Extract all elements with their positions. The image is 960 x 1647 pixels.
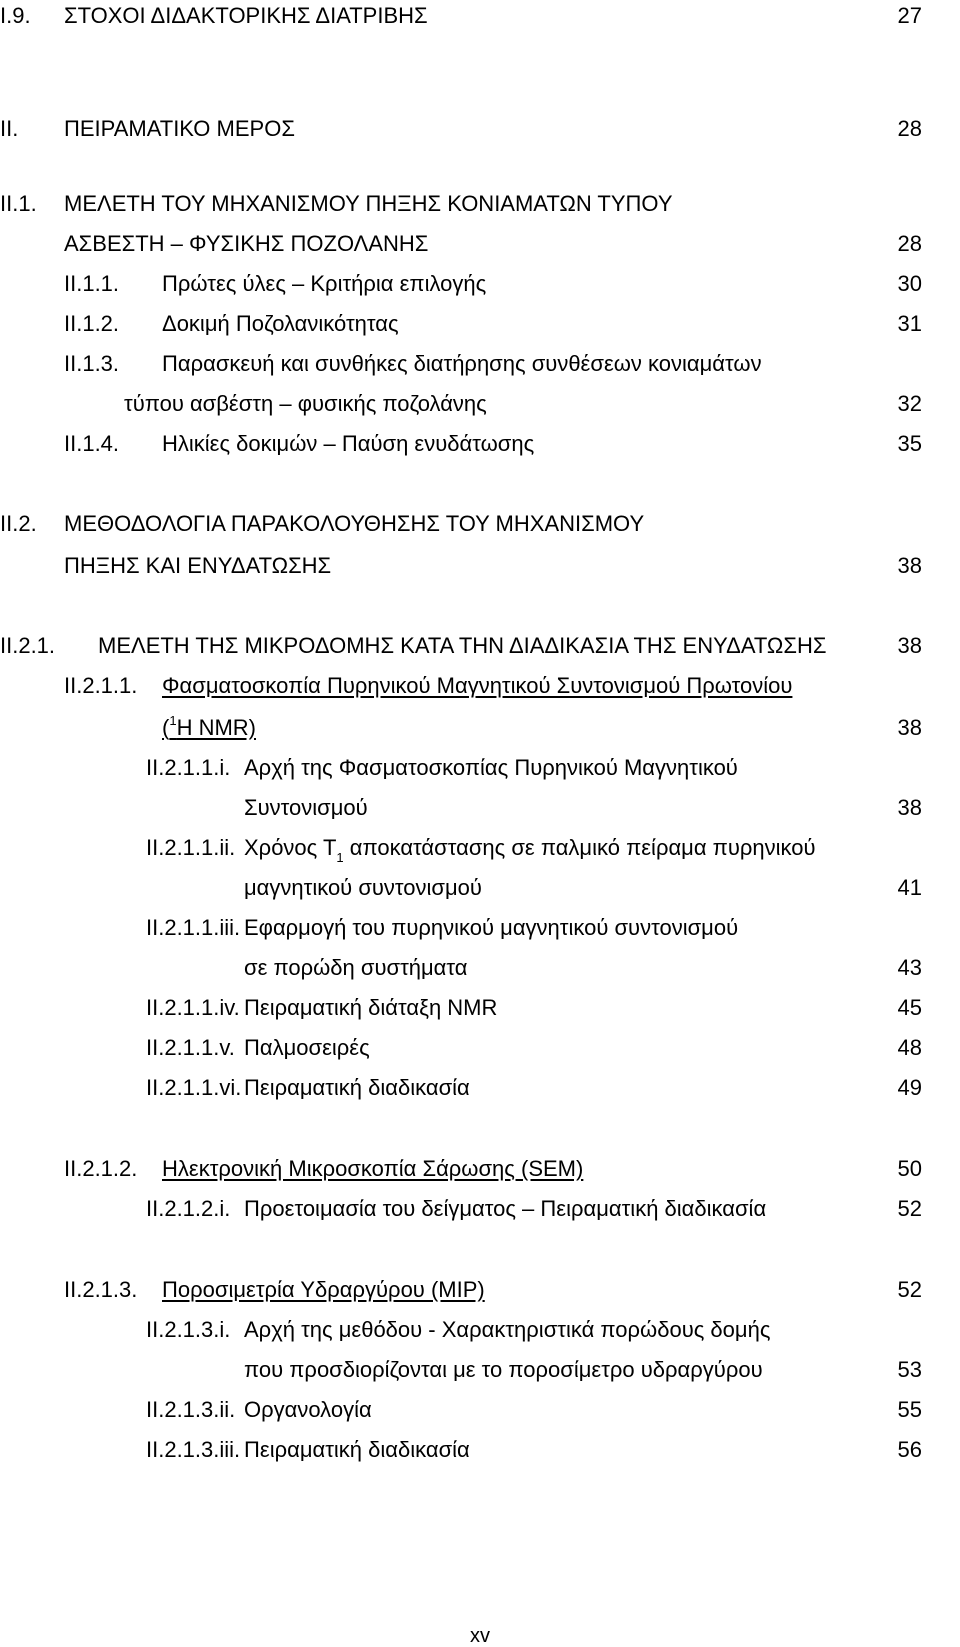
toc-title: Πρώτες ύλες – Κριτήρια επιλογής xyxy=(162,271,487,296)
toc-page: 28 xyxy=(897,231,922,256)
toc-page: 49 xyxy=(897,1075,922,1100)
toc-title: Φασματοσκοπία Πυρηνικού Μαγνητικού Συντονισμού Πρωτονίου xyxy=(162,673,793,698)
toc-page: 56 xyxy=(897,1437,922,1462)
toc-number: ΙΙ.2.1.3. xyxy=(64,1277,138,1302)
toc-page: 38 xyxy=(897,795,922,820)
toc-entry xyxy=(0,1394,960,1426)
toc-title: Αρχή της Φασματοσκοπίας Πυρηνικού Μαγνητικού xyxy=(244,755,738,780)
toc-number: ΙΙ.1. xyxy=(0,191,37,216)
toc-page: 38 xyxy=(897,553,922,578)
toc-title: Πειραματική διαδικασία xyxy=(244,1075,470,1100)
toc-page: 28 xyxy=(897,116,922,141)
toc-title: Ηλεκτρονική Μικροσκοπία Σάρωσης (SEM) xyxy=(162,1156,584,1181)
toc-entry-continuation xyxy=(0,550,960,582)
toc-title: Παρασκευή και συνθήκες διατήρησης συνθέσεων κονιαμάτων xyxy=(162,351,762,376)
toc-title: Ποροσιμετρία Υδραργύρου (MIP) xyxy=(162,1277,485,1302)
toc-page: 30 xyxy=(897,271,922,296)
toc-title: που προσδιορίζονται με το ποροσίμετρο υδραργύρου xyxy=(244,1357,763,1382)
toc-title-superscript: 1 xyxy=(169,712,177,728)
toc-title: Προετοιμασία του δείγματος – Πειραματική διαδικασία xyxy=(244,1196,767,1221)
toc-number: ΙΙ.2.1.1. xyxy=(64,673,138,698)
toc-title: σε πορώδη συστήματα xyxy=(244,955,468,980)
toc-entry-continuation xyxy=(0,228,960,260)
toc-title-subscript: 1 xyxy=(336,850,344,866)
toc-entry xyxy=(0,113,960,145)
toc-title: τύπου ασβέστη – φυσικής ποζολάνης xyxy=(124,391,487,416)
toc-entry xyxy=(0,1032,960,1064)
toc-entry xyxy=(0,752,960,784)
toc-title: Παλμοσειρές xyxy=(244,1035,370,1060)
toc-number: ΙΙ.1.3. xyxy=(64,351,120,376)
toc-entry-continuation xyxy=(0,792,960,824)
toc-entry-continuation xyxy=(0,1354,960,1386)
toc-title-rest: Η NMR) xyxy=(176,715,256,740)
toc-number: ΙΙ.1.4. xyxy=(64,431,120,456)
toc-title-rest: αποκατάστασης σε παλμικό πείραμα πυρηνικού xyxy=(343,835,816,860)
toc-title: ΜΕΛΕΤΗ ΤΗΣ ΜΙΚΡΟΔΟΜΗΣ ΚΑΤΑ ΤΗΝ ΔΙΑΔΙΚΑΣΙΑ ΤΗΣ ΕΝΥΔΑΤΩΣΗΣ xyxy=(98,633,827,658)
toc-entry xyxy=(0,1314,960,1346)
toc-entry xyxy=(0,188,960,220)
toc-number: ΙΙ.2.1.1.iv. xyxy=(146,995,240,1020)
toc-title: Αρχή της μεθόδου - Χαρακτηριστικά πορώδους δομής xyxy=(244,1317,771,1342)
toc-entry xyxy=(0,508,960,540)
toc-entry-continuation xyxy=(0,872,960,904)
toc-number: ΙΙ.2.1.1.v. xyxy=(146,1035,235,1060)
toc-title: ΜΕΘΟΔΟΛΟΓΙΑ ΠΑΡΑΚΟΛΟΥΘΗΣΗΣ ΤΟΥ ΜΗΧΑΝΙΣΜΟΥ xyxy=(64,511,645,536)
toc-entry xyxy=(0,912,960,944)
page-number-footer: xv xyxy=(470,1625,490,1647)
toc-number: ΙΙ.2.1.1.vi. xyxy=(146,1075,242,1100)
toc-title: ΣΤΟΧΟΙ ΔΙΔΑΚΤΟΡΙΚΗΣ ΔΙΑΤΡΙΒΗΣ xyxy=(64,3,428,28)
toc-title: Πειραματική διαδικασία xyxy=(244,1437,470,1462)
toc-entry xyxy=(0,1434,960,1466)
toc-page: 45 xyxy=(897,995,922,1020)
toc-title: Εφαρμογή του πυρηνικού μαγνητικού συντονισμού xyxy=(244,915,739,940)
toc-entry xyxy=(0,1193,960,1225)
toc-title: Οργανολογία xyxy=(244,1397,372,1422)
toc-entry xyxy=(0,1274,960,1306)
toc-title: Ηλικίες δοκιμών – Παύση ενυδάτωσης xyxy=(162,431,535,456)
toc-number: ΙΙ.2.1.2.i. xyxy=(146,1196,231,1221)
toc-entry xyxy=(0,268,960,300)
toc-number: ΙΙ.2.1.3.i. xyxy=(146,1317,231,1342)
toc-title: ΜΕΛΕΤΗ ΤΟΥ ΜΗΧΑΝΙΣΜΟΥ ΠΗΞΗΣ ΚΟΝΙΑΜΑΤΩΝ ΤΥΠΟΥ xyxy=(64,191,673,216)
toc-title: Πειραματική διάταξη NMR xyxy=(244,995,498,1020)
toc-page: 53 xyxy=(897,1357,922,1382)
toc-number: ΙΙ.2.1. xyxy=(0,633,56,658)
toc-page: 38 xyxy=(897,715,922,740)
toc-entry xyxy=(0,0,960,32)
toc-number: ΙΙ.2.1.3.iii. xyxy=(146,1437,241,1462)
toc-page: 27 xyxy=(897,3,922,28)
toc-entry xyxy=(0,428,960,460)
toc-entry xyxy=(0,1072,960,1104)
toc-title-open: ( xyxy=(162,715,170,740)
toc-entry xyxy=(0,1153,960,1185)
toc-number: ΙΙ. xyxy=(0,116,19,141)
toc-number: ΙΙ.2.1.2. xyxy=(64,1156,138,1181)
toc-number: ΙΙ.1.2. xyxy=(64,311,120,336)
toc-page: 35 xyxy=(897,431,922,456)
toc-title: μαγνητικού συντονισμού xyxy=(244,875,482,900)
toc-title xyxy=(162,712,256,744)
toc-entry xyxy=(0,308,960,340)
toc-entry xyxy=(0,630,960,662)
toc-entry-continuation xyxy=(0,952,960,984)
toc-entry-continuation xyxy=(0,712,960,744)
toc-page: 32 xyxy=(897,391,922,416)
toc-title-start: Χρόνος Τ xyxy=(244,835,337,860)
toc-entry xyxy=(0,992,960,1024)
toc-title: Συντονισμού xyxy=(244,795,368,820)
toc-number: ΙΙ.1.1. xyxy=(64,271,120,296)
toc-title: ΠΗΞΗΣ ΚΑΙ ΕΝΥΔΑΤΩΣΗΣ xyxy=(64,553,332,578)
toc-number: ΙΙ.2. xyxy=(0,511,37,536)
toc-title: ΠΕΙΡΑΜΑΤΙΚΟ ΜΕΡΟΣ xyxy=(64,116,295,141)
toc-page: 52 xyxy=(897,1196,922,1221)
toc-number: Ι.9. xyxy=(0,3,31,28)
toc-entry xyxy=(0,348,960,380)
toc-page: 52 xyxy=(897,1277,922,1302)
toc-page: 38 xyxy=(897,633,922,658)
toc-page: 31 xyxy=(897,311,922,336)
toc-page: 55 xyxy=(897,1397,922,1422)
toc-title xyxy=(244,832,816,864)
toc-page: 43 xyxy=(897,955,922,980)
toc-entry xyxy=(0,832,960,864)
toc-page: 50 xyxy=(897,1156,922,1181)
toc-page: 48 xyxy=(897,1035,922,1060)
toc-number: ΙΙ.2.1.1.iii. xyxy=(146,915,241,940)
toc-title: Δοκιμή Ποζολανικότητας xyxy=(162,311,399,336)
toc-entry-continuation xyxy=(0,388,960,420)
toc-number: ΙΙ.2.1.1.ii. xyxy=(146,835,236,860)
toc-number: ΙΙ.2.1.3.ii. xyxy=(146,1397,236,1422)
toc-page: 41 xyxy=(897,875,922,900)
toc-title: ΑΣΒΕΣΤΗ – ΦΥΣΙΚΗΣ ΠΟΖΟΛΑΝΗΣ xyxy=(64,231,429,256)
toc-number: ΙΙ.2.1.1.i. xyxy=(146,755,231,780)
toc-entry xyxy=(0,670,960,702)
